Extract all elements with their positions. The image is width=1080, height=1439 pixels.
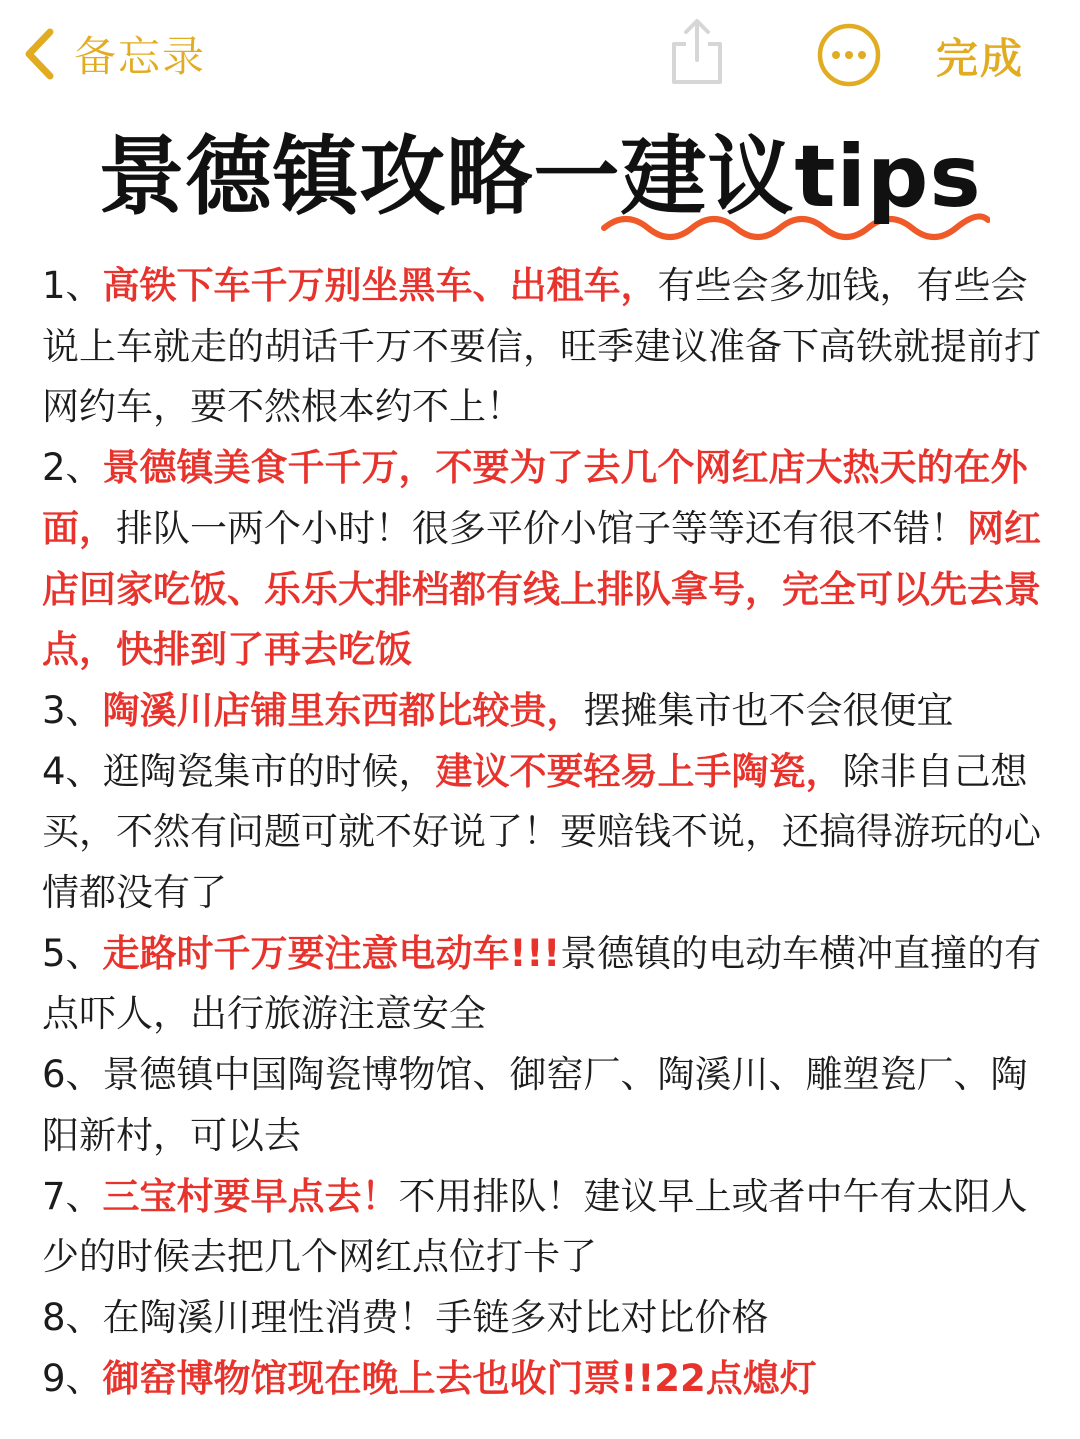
title-area (0, 122, 1080, 252)
tip-highlight: 高铁下车千万别坐黑车、出租车， (102, 264, 658, 307)
tip-highlight-2: 网红店回家吃饭、乐乐大排档都有线上排队拿号，完全可以先去景点，快排到了再去吃饭 (42, 506, 1041, 672)
tip-text: 景德镇的电动车横冲直撞的有点吓人，出行旅游注意安全 (42, 931, 1042, 1036)
tip-text: 排队一两个小时！很多平价小馆子等等还有很不错！ (116, 506, 967, 550)
tip-number: 8、 (42, 1295, 103, 1339)
tip-highlight: 景德镇美食千千万，不要为了去几个网红店大热天的在外面， (42, 446, 1028, 550)
tip-number: 1、 (42, 264, 103, 307)
tip-item-5 (42, 924, 1042, 1045)
tip-item-9 (42, 1349, 1042, 1410)
nav-bar (0, 0, 1080, 110)
share-button[interactable] (664, 16, 730, 88)
tip-text: 在陶溪川理性消费！手链多对比对比价格 (102, 1295, 769, 1339)
tip-item-7 (42, 1167, 1042, 1288)
more-button[interactable] (816, 22, 882, 88)
back-label: 备忘录 (74, 32, 207, 81)
tip-highlight: 建议不要轻易上手陶瓷， (435, 749, 843, 793)
tip-highlight: 三宝村要早点去！ (102, 1174, 399, 1218)
back-button[interactable] (22, 22, 206, 86)
tip-item-4 (42, 742, 1042, 924)
note-content[interactable] (42, 256, 1042, 1409)
tip-number: 4、 (42, 749, 103, 793)
tip-highlight: 御窑博物馆现在晚上去也收门票!!22点熄灯 (102, 1356, 817, 1400)
tip-item-2 (42, 438, 1042, 681)
tip-number: 5、 (42, 931, 103, 975)
tip-number: 7、 (42, 1174, 103, 1218)
tip-text: 不用排队！建议早上或者中午有太阳人少的时候去把几个网红点位打卡了 (42, 1174, 1028, 1279)
share-icon (664, 16, 730, 88)
tip-text: 除非自己想买，不然有问题可就不好说了！要赔钱不说，还搞得游玩的心情都没有了 (42, 749, 1041, 915)
tip-number: 2、 (42, 446, 103, 490)
tip-item-8 (42, 1288, 1042, 1349)
tip-highlight: 走路时千万要注意电动车!!! (102, 931, 561, 975)
tip-item-3 (42, 681, 1042, 742)
tip-number: 3、 (42, 688, 103, 732)
more-icon (816, 22, 882, 88)
tip-number: 9、 (42, 1356, 103, 1400)
tip-text-pre: 逛陶瓷集市的时候， (102, 749, 436, 793)
tip-item-6 (42, 1045, 1042, 1166)
tip-text: 摆摊集市也不会很便宜 (583, 688, 954, 732)
page-title: 景德镇攻略一建议tips (98, 127, 982, 227)
tip-text: 景德镇中国陶瓷博物馆、御窑厂、陶溪川、雕塑瓷厂、陶阳新村，可以去 (42, 1053, 1028, 1157)
tip-item-1 (42, 256, 1042, 438)
tip-highlight: 陶溪川店铺里东西都比较贵， (102, 688, 584, 732)
tip-number: 6、 (42, 1053, 103, 1097)
done-button[interactable]: 完成 (936, 34, 1025, 83)
tip-text: 有些会多加钱，有些会说上车就走的胡话千万不要信，旺季建议准备下高铁就提前打网约车，要不然根本约不上！ (42, 264, 1041, 429)
chevron-left-icon (22, 27, 56, 81)
